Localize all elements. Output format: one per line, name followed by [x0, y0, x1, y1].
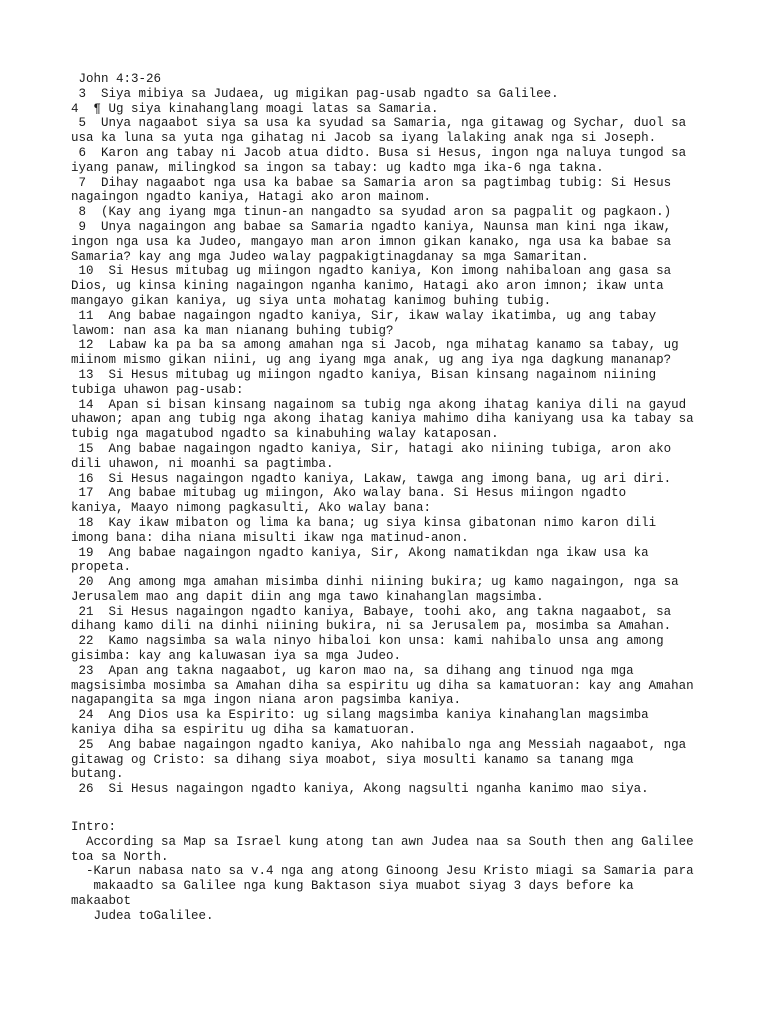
passage-line: 25 Ang babae nagaingon ngadto kaniya, Ako nahibalo nga ang Messiah nagaabot, nga — [71, 737, 687, 752]
passage-line: mangayo gikan kaniya, ug siya unta mohatag kanimog buhing tubig. — [71, 293, 552, 308]
passage-line: 5 Unya nagaabot siya sa usa ka syudad sa Samaria, nga gitawag og Sychar, duol sa — [71, 116, 687, 131]
passage-line: kaniya, Maayo nimong pagkasulti, Ako walay bana: — [71, 501, 432, 516]
intro-line: According sa Map sa Israel kung atong tan awn Judea naa sa South then ang Galilee — [71, 834, 694, 849]
passage-line: 6 Karon ang tabay ni Jacob atua didto. Busa si Hesus, ingon nga naluya tungod sa — [71, 145, 687, 160]
passage-line: 26 Si Hesus nagaingon ngadto kaniya, Akong nagsulti nganha kanimo mao siya. — [71, 782, 649, 797]
passage-line: lawom: nan asa ka man nianang buhing tubig? — [71, 323, 394, 338]
intro-body — [71, 835, 711, 924]
passage-line: dihang kamo dili na dinhi niining bukira, ni sa Jerusalem pa, mosimba sa Amahan. — [71, 619, 672, 634]
passage-line: 21 Si Hesus nagaingon ngadto kaniya, Babaye, toohi ako, ang takna nagaabot, sa — [71, 604, 672, 619]
passage-verses — [71, 87, 711, 797]
passage-line: nagaingon ngadto kaniya, Hatagi ako aron mainom. — [71, 190, 432, 205]
passage-line: usa ka luna sa yuta nga gihatag ni Jacob sa iyang lalaking anak nga si Joseph. — [71, 131, 657, 146]
passage-line: ingon nga usa ka Judeo, mangayo man aron imnon gikan kanako, nga usa ka babae sa — [71, 234, 672, 249]
intro-section — [71, 820, 711, 924]
intro-heading: Intro: — [71, 820, 117, 834]
passage-line: tubig nga magatubod ngadto sa kinabuhing walay kataposan. — [71, 427, 499, 442]
passage-line: miinom mismo gikan niini, ug ang iyang mga anak, ug ang iya nga dagkung mananap? — [71, 353, 672, 368]
passage-line: dili uhawon, ni moanhi sa pagtimba. — [71, 456, 334, 471]
intro-line: -Karun nabasa nato sa v.4 nga ang atong Ginoong Jesu Kristo miagi sa Samaria para — [71, 864, 694, 879]
passage-line: imong bana: diha niana misulti ikaw nga matinud-anon. — [71, 530, 469, 545]
intro-line: makaabot — [71, 893, 132, 908]
passage-line: Jerusalem mao ang dapit diin ang mga tawo kinahanglan magsimba. — [71, 589, 544, 604]
passage-line: 15 Ang babae nagaingon ngadto kaniya, Sir, hatagi ako niining tubiga, aron ako — [71, 441, 672, 456]
passage-line: 17 Ang babae mitubag ug miingon, Ako walay bana. Si Hesus miingon ngadto — [71, 486, 627, 501]
passage-line: 23 Apan ang takna nagaabot, ug karon mao na, sa dihang ang tinuod nga mga — [71, 663, 634, 678]
passage-line: 11 Ang babae nagaingon ngadto kaniya, Sir, ikaw walay ikatimba, ug ang tabay — [71, 308, 657, 323]
passage-reference: John 4:3-26 — [71, 72, 162, 86]
passage-line: 13 Si Hesus mitubag ug miingon ngadto kaniya, Bisan kinsang nagainom niining — [71, 367, 657, 382]
passage-line: nagapangita sa mga ingon niana aron pagsimba kaniya. — [71, 693, 462, 708]
passage-line: 3 Siya mibiya sa Judaea, ug migikan pag-usab ngadto sa Galilee. — [71, 86, 559, 101]
intro-line: Judea toGalilee. — [71, 908, 214, 923]
passage-line: Dios, ug kinsa kining nagaingon nganha kanimo, Hatagi ako aron imnon; ikaw unta — [71, 279, 664, 294]
passage-line: 10 Si Hesus mitubag ug miingon ngadto kaniya, Kon imong nahibaloan ang gasa sa — [71, 264, 672, 279]
passage-line: 7 Dihay nagaabot nga usa ka babae sa Samaria aron sa pagtimbag tubig: Si Hesus — [71, 175, 672, 190]
passage-line: 16 Si Hesus nagaingon ngadto kaniya, Lakaw, tawga ang imong bana, ug ari diri. — [71, 471, 672, 486]
passage-line: kaniya diha sa espiritu ug diha sa kamatuoran. — [71, 723, 417, 738]
passage-line: 12 Labaw ka pa ba sa among amahan nga si Jacob, nga mihatag kanamo sa tabay, ug — [71, 338, 679, 353]
passage-line: 22 Kamo nagsimba sa wala ninyo hibaloi kon unsa: kami nahibalo unsa ang among — [71, 634, 664, 649]
intro-line: makaadto sa Galilee nga kung Baktason siya muabot siyag 3 days before ka — [71, 879, 634, 894]
scripture-passage — [71, 72, 711, 797]
passage-line: 4 ¶ Ug siya kinahanglang moagi latas sa Samaria. — [71, 101, 439, 116]
passage-line: 14 Apan si bisan kinsang nagainom sa tubig nga akong ihatag kaniya dili na gayud — [71, 397, 687, 412]
passage-line: 8 (Kay ang iyang mga tinun-an nangadto sa syudad aron sa pagpalit og pagkaon.) — [71, 205, 672, 220]
passage-line: gisimba: kay ang kaluwasan iya sa mga Judeo. — [71, 649, 402, 664]
passage-line: 9 Unya nagaingon ang babae sa Samaria ngadto kaniya, Naunsa man kini nga ikaw, — [71, 219, 672, 234]
passage-line: uhawon; apan ang tubig nga akong ihatag kaniya mahimo diha kaniyang usa ka tabay sa — [71, 412, 694, 427]
passage-line: 19 Ang babae nagaingon ngadto kaniya, Sir, Akong namatikdan nga ikaw usa ka — [71, 545, 649, 560]
passage-line: iyang panaw, milingkod sa ingon sa tabay: ug kadto mga ika-6 nga takna. — [71, 160, 604, 175]
passage-line: propeta. — [71, 560, 132, 575]
passage-line: butang. — [71, 767, 124, 782]
passage-line: tubiga uhawon pag-usab: — [71, 382, 244, 397]
passage-line: gitawag og Cristo: sa dihang siya moabot, siya mosulti kanamo sa tanang mga — [71, 752, 634, 767]
intro-line: toa sa North. — [71, 849, 169, 864]
passage-line: 18 Kay ikaw mibaton og lima ka bana; ug siya kinsa gibatonan nimo karon dili — [71, 515, 657, 530]
passage-line: magsisimba mosimba sa Amahan diha sa espiritu ug diha sa kamatuoran: kay ang Amahan — [71, 678, 694, 693]
passage-line: 24 Ang Dios usa ka Espirito: ug silang magsimba kaniya kinahanglan magsimba — [71, 708, 649, 723]
passage-line: 20 Ang among mga amahan misimba dinhi niining bukira; ug kamo nagaingon, nga sa — [71, 575, 679, 590]
passage-line: Samaria? kay ang mga Judeo walay pagpakigtinagdanay sa mga Samaritan. — [71, 249, 589, 264]
